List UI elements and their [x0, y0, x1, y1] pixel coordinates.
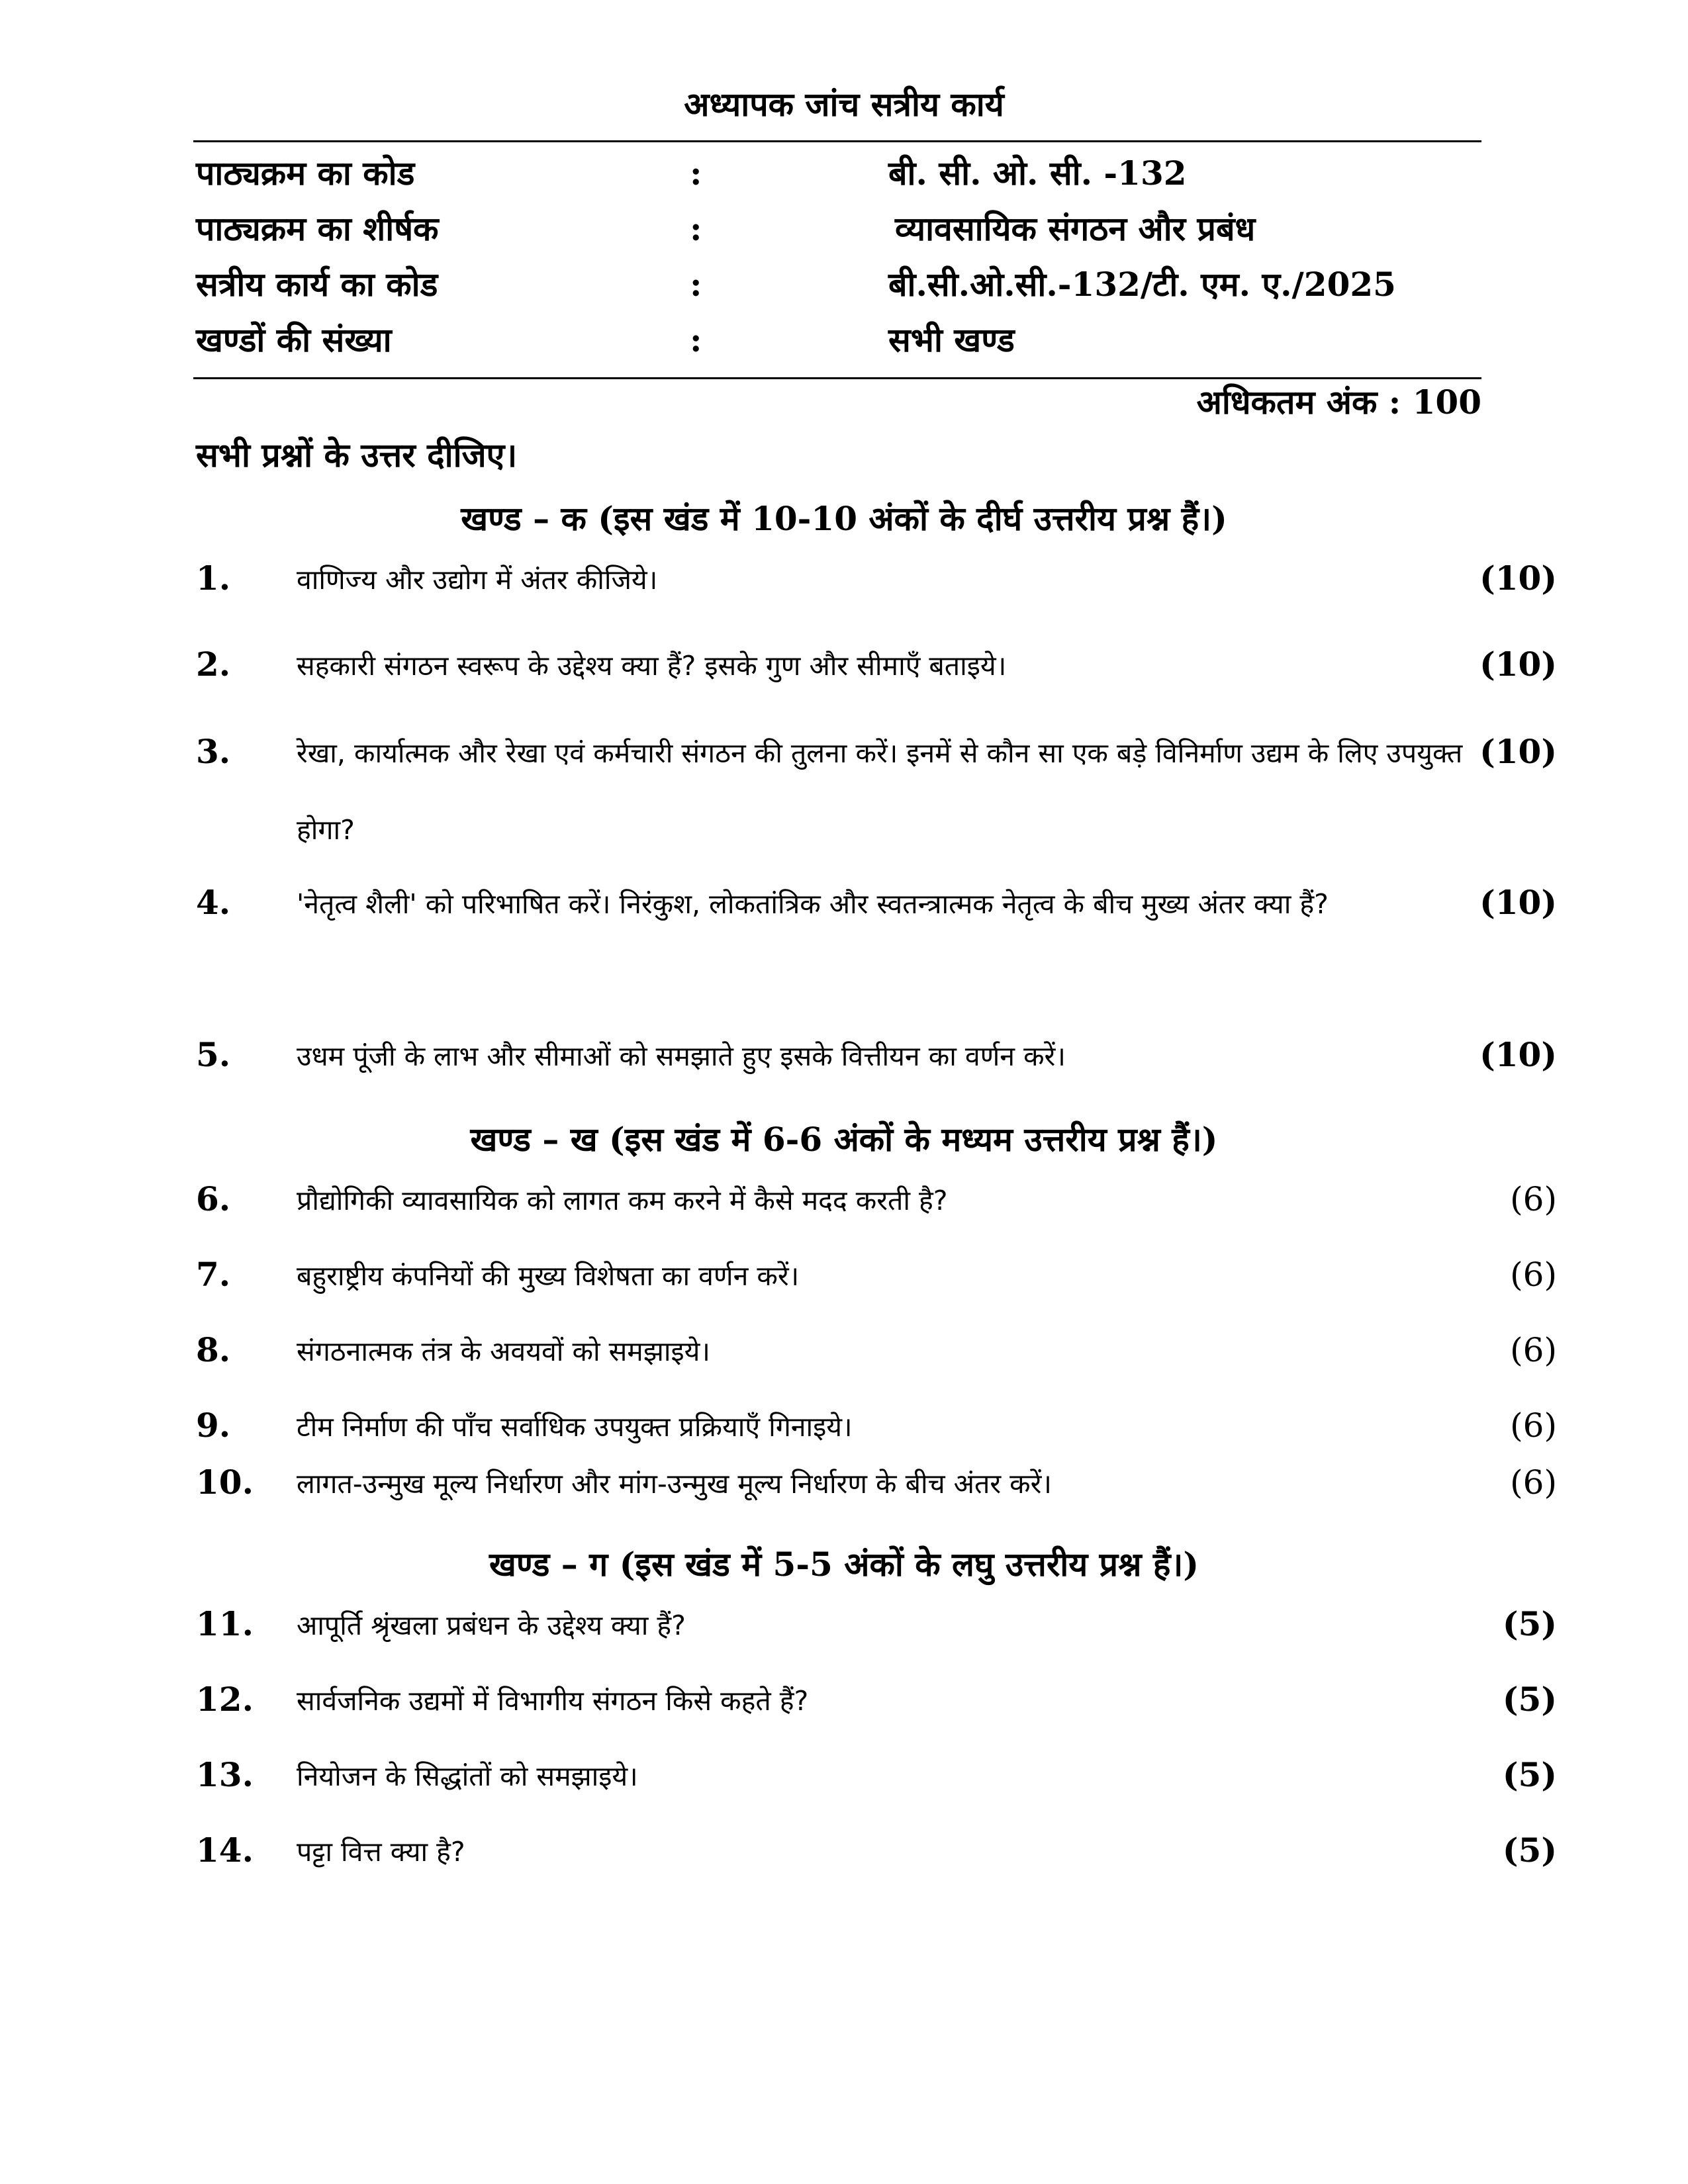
question-text: वाणिज्य और उद्योग में अंतर कीजिये।	[297, 564, 658, 596]
meta-colon: :	[690, 320, 702, 359]
question-text: बहुराष्ट्रीय कंपनियों की मुख्य विशेषता का वर्णन करें।	[297, 1260, 800, 1292]
question-text: प्रौद्योगिकी व्यावसायिक को लागत कम करने में कैसे मदद करती है?	[297, 1185, 948, 1216]
question-number: 5.	[196, 1035, 231, 1074]
question-number: 10.	[196, 1463, 254, 1502]
maximum-marks: अधिकतम अंक : 100	[1196, 383, 1481, 422]
question-number: 8.	[196, 1330, 231, 1369]
meta-value: बी.सी.ओ.सी.-132/टी. एम. ए./2025	[888, 265, 1396, 304]
question-marks: (6)	[1510, 1180, 1557, 1218]
section-heading-c: खण्ड – ग (इस खंड में 5-5 अंकों के लघु उत्तरीय प्रश्न हैं।)	[489, 1545, 1199, 1584]
question-text: उधम पूंजी के लाभ और सीमाओं को समझाते हुए इसके वित्तीयन का वर्णन करें।	[297, 1040, 1066, 1072]
meta-label: सत्रीय कार्य का कोड	[196, 265, 438, 304]
question-text: लागत-उन्मुख मूल्य निर्धारण और मांग-उन्मुख मूल्य निर्धारण के बीच अंतर करें।	[297, 1468, 1052, 1500]
question-number: 12.	[196, 1680, 254, 1719]
question-marks: (6)	[1510, 1463, 1557, 1502]
question-number: 9.	[196, 1406, 231, 1445]
meta-row-course-title	[0, 203, 1688, 255]
question-number: 13.	[196, 1755, 254, 1794]
meta-colon: :	[690, 209, 702, 248]
question-marks: (6)	[1510, 1406, 1557, 1445]
question-marks: (10)	[1479, 559, 1557, 598]
question-text: नियोजन के सिद्धांतों को समझाइये।	[297, 1760, 638, 1792]
question-text: सहकारी संगठन स्वरूप के उद्देश्य क्या हैं? इसके गुण और सीमाएँ बताइये।	[297, 650, 1007, 682]
question-text: आपूर्ति श्रृंखला प्रबंधन के उद्देश्य क्या हैं?	[297, 1610, 686, 1641]
header-bottom-rule	[193, 377, 1481, 379]
question-marks: (5)	[1502, 1755, 1557, 1794]
question-number: 7.	[196, 1255, 231, 1294]
question-number: 4.	[196, 883, 231, 922]
section-heading-a: खण्ड – क (इस खंड में 10-10 अंकों के दीर्घ उत्तरीय प्रश्न हैं।)	[461, 499, 1227, 538]
meta-value: सभी खण्ड	[888, 320, 1015, 359]
question-marks: (10)	[1479, 645, 1557, 684]
question-number: 1.	[196, 559, 231, 598]
meta-value: व्यावसायिक संगठन और प्रबंध	[895, 209, 1256, 248]
meta-label: पाठ्यक्रम का शीर्षक	[196, 209, 439, 248]
question-marks: (10)	[1479, 732, 1557, 771]
question-text: टीम निर्माण की पाँच सर्वाधिक उपयुक्त प्रक्रियाएँ गिनाइये।	[297, 1411, 853, 1443]
question-number: 11.	[196, 1604, 254, 1643]
header-top-rule	[193, 140, 1481, 142]
question-text: रेखा, कार्यात्मक और रेखा एवं कर्मचारी संगठन की तुलना करें। इनमें से कौन सा एक बड़े विनिर्माण उद्यम के लिए उपयुक्त होगा?	[297, 737, 1463, 846]
meta-row-course-code	[0, 147, 1688, 200]
meta-colon: :	[690, 265, 702, 304]
meta-row-assignment-code	[0, 258, 1688, 311]
meta-colon: :	[690, 154, 702, 193]
question-marks: (5)	[1502, 1680, 1557, 1719]
question-text: संगठनात्मक तंत्र के अवयवों को समझाइये।	[297, 1336, 710, 1367]
meta-label: खण्डों की संख्या	[196, 320, 392, 359]
question-number: 14.	[196, 1831, 254, 1870]
question-marks: (6)	[1510, 1255, 1557, 1294]
instruction: सभी प्रश्नों के उत्तर दीजिए।	[196, 435, 518, 475]
section-heading-b: खण्ड – ख (इस खंड में 6-6 अंकों के मध्यम उत्तरीय प्रश्न हैं।)	[470, 1120, 1218, 1159]
meta-label: पाठ्यक्रम का कोड	[196, 154, 415, 193]
question-text: पट्टा वित्त क्या है?	[297, 1836, 465, 1868]
meta-row-blocks	[0, 314, 1688, 367]
page-title: अध्यापक जांच सत्रीय कार्य	[684, 85, 1004, 124]
question-marks: (6)	[1510, 1331, 1557, 1369]
question-marks: (10)	[1479, 1035, 1557, 1074]
question-number: 3.	[196, 732, 231, 771]
question-marks: (5)	[1502, 1604, 1557, 1643]
question-marks: (10)	[1479, 883, 1557, 922]
question-marks: (5)	[1502, 1831, 1557, 1870]
question-number: 6.	[196, 1179, 231, 1218]
meta-value: बी. सी. ओ. सी. -132	[888, 154, 1187, 193]
question-text: 'नेतृत्व शैली' को परिभाषित करें। निरंकुश, लोकतांत्रिक और स्वतन्त्रात्मक नेतृत्व के बीच मुख्य अंतर क्या हैं?	[297, 888, 1329, 920]
question-number: 2.	[196, 645, 231, 684]
question-text: सार्वजनिक उद्यमों में विभागीय संगठन किसे कहते हैं?	[297, 1685, 809, 1717]
